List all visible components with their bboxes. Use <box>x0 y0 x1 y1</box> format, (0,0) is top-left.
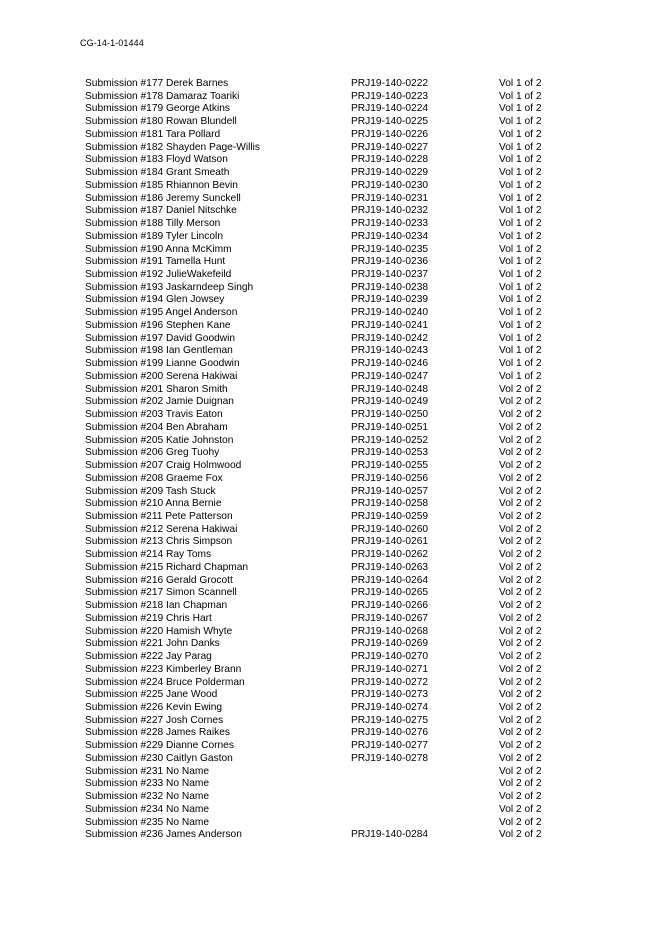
submission-text: Submission #217 Simon Scannell <box>85 587 237 599</box>
submission-text: Submission #222 Jay Parag <box>85 651 212 663</box>
volume-label: Vol 1 of 2 <box>499 307 542 319</box>
list-item <box>85 740 555 753</box>
reference-number: PRJ19-140-0237 <box>351 269 429 281</box>
reference-number: PRJ19-140-0247 <box>351 370 429 382</box>
reference-number: PRJ19-140-0274 <box>351 701 429 713</box>
reference-number: PRJ19-140-0277 <box>351 740 429 752</box>
volume-label: Vol 2 of 2 <box>499 510 542 522</box>
volume-label: Vol 2 of 2 <box>499 829 542 841</box>
submission-text: Submission #190 Anna McKimm <box>85 243 232 255</box>
submission-text: Submission #179 George Atkins <box>85 103 230 115</box>
reference-number: PRJ19-140-0224 <box>351 103 429 115</box>
submission-text: Submission #225 Jane Wood <box>85 689 218 701</box>
volume-label: Vol 2 of 2 <box>499 600 542 612</box>
reference-number: PRJ19-140-0272 <box>351 676 429 688</box>
submission-list <box>85 78 555 842</box>
list-item <box>85 244 555 257</box>
list-item <box>85 231 555 244</box>
reference-number: PRJ19-140-0223 <box>351 90 429 102</box>
volume-label: Vol 2 of 2 <box>499 778 542 790</box>
list-item <box>85 613 555 626</box>
submission-text: Submission #206 Greg Tuohy <box>85 447 220 459</box>
list-item <box>85 358 555 371</box>
submission-text: Submission #202 Jamie Duignan <box>85 396 234 408</box>
volume-label: Vol 2 of 2 <box>499 587 542 599</box>
volume-label: Vol 2 of 2 <box>499 421 542 433</box>
volume-label: Vol 2 of 2 <box>499 523 542 535</box>
submission-text: Submission #227 Josh Cornes <box>85 714 224 726</box>
reference-number: PRJ19-140-0241 <box>351 319 429 331</box>
list-item <box>85 409 555 422</box>
submission-text: Submission #233 No Name <box>85 778 210 790</box>
reference-number: PRJ19-140-0234 <box>351 230 429 242</box>
list-item <box>85 447 555 460</box>
list-item <box>85 778 555 791</box>
submission-text: Submission #201 Sharon Smith <box>85 383 228 395</box>
list-item <box>85 142 555 155</box>
volume-label: Vol 1 of 2 <box>499 294 542 306</box>
reference-number: PRJ19-140-0255 <box>351 460 429 472</box>
reference-number: PRJ19-140-0271 <box>351 663 429 675</box>
reference-number: PRJ19-140-0267 <box>351 612 429 624</box>
reference-number: PRJ19-140-0253 <box>351 447 429 459</box>
submission-text: Submission #229 Dianne Cornes <box>85 740 234 752</box>
list-item <box>85 486 555 499</box>
volume-label: Vol 1 of 2 <box>499 205 542 217</box>
submission-text: Submission #224 Bruce Polderman <box>85 676 245 688</box>
submission-text: Submission #212 Serena Hakiwai <box>85 523 238 535</box>
list-item <box>85 562 555 575</box>
submission-text: Submission #187 Daniel Nitschke <box>85 205 237 217</box>
reference-number: PRJ19-140-0248 <box>351 383 429 395</box>
reference-number: PRJ19-140-0256 <box>351 472 429 484</box>
reference-number: PRJ19-140-0242 <box>351 332 429 344</box>
reference-number: PRJ19-140-0249 <box>351 396 429 408</box>
reference-number: PRJ19-140-0260 <box>351 523 429 535</box>
submission-text: Submission #199 Lianne Goodwin <box>85 358 240 370</box>
volume-label: Vol 1 of 2 <box>499 243 542 255</box>
volume-label: Vol 1 of 2 <box>499 116 542 128</box>
submission-text: Submission #182 Shayden Page-Willis <box>85 141 260 153</box>
document-reference: CG-14-1-01444 <box>80 38 144 48</box>
submission-text: Submission #234 No Name <box>85 803 210 815</box>
list-item <box>85 333 555 346</box>
volume-label: Vol 2 of 2 <box>499 434 542 446</box>
reference-number: PRJ19-140-0228 <box>351 154 429 166</box>
volume-label: Vol 2 of 2 <box>499 625 542 637</box>
volume-label: Vol 2 of 2 <box>499 574 542 586</box>
submission-text: Submission #209 Tash Stuck <box>85 485 216 497</box>
volume-label: Vol 2 of 2 <box>499 460 542 472</box>
reference-number: PRJ19-140-0225 <box>351 116 429 128</box>
volume-label: Vol 2 of 2 <box>499 765 542 777</box>
reference-number: PRJ19-140-0258 <box>351 498 429 510</box>
list-item <box>85 396 555 409</box>
submission-text: Submission #216 Gerald Grocott <box>85 574 233 586</box>
list-item <box>85 536 555 549</box>
submission-text: Submission #213 Chris Simpson <box>85 536 233 548</box>
volume-label: Vol 2 of 2 <box>499 638 542 650</box>
volume-label: Vol 1 of 2 <box>499 332 542 344</box>
list-item <box>85 282 555 295</box>
submission-text: Submission #203 Travis Eaton <box>85 409 223 421</box>
list-item <box>85 91 555 104</box>
list-item <box>85 320 555 333</box>
volume-label: Vol 2 of 2 <box>499 536 542 548</box>
reference-number: PRJ19-140-0269 <box>351 638 429 650</box>
reference-number: PRJ19-140-0275 <box>351 714 429 726</box>
list-item <box>85 129 555 142</box>
volume-label: Vol 1 of 2 <box>499 154 542 166</box>
reference-number: PRJ19-140-0233 <box>351 218 429 230</box>
list-item <box>85 116 555 129</box>
submission-text: Submission #207 Craig Holmwood <box>85 460 242 472</box>
list-item <box>85 727 555 740</box>
volume-label: Vol 1 of 2 <box>499 269 542 281</box>
submission-text: Submission #184 Grant Smeath <box>85 167 230 179</box>
submission-text: Submission #178 Damaraz Toariki <box>85 90 240 102</box>
volume-label: Vol 2 of 2 <box>499 803 542 815</box>
submission-text: Submission #189 Tyler Lincoln <box>85 230 223 242</box>
list-item <box>85 498 555 511</box>
list-item <box>85 154 555 167</box>
volume-label: Vol 1 of 2 <box>499 256 542 268</box>
volume-label: Vol 1 of 2 <box>499 78 542 89</box>
list-item <box>85 511 555 524</box>
reference-number: PRJ19-140-0270 <box>351 651 429 663</box>
reference-number: PRJ19-140-0264 <box>351 574 429 586</box>
list-item <box>85 345 555 358</box>
volume-label: Vol 2 of 2 <box>499 549 542 561</box>
volume-label: Vol 2 of 2 <box>499 816 542 828</box>
reference-number: PRJ19-140-0263 <box>351 561 429 573</box>
volume-label: Vol 2 of 2 <box>499 676 542 688</box>
list-item <box>85 587 555 600</box>
volume-label: Vol 1 of 2 <box>499 141 542 153</box>
volume-label: Vol 1 of 2 <box>499 218 542 230</box>
list-item <box>85 626 555 639</box>
submission-text: Submission #204 Ben Abraham <box>85 421 228 433</box>
reference-number: PRJ19-140-0266 <box>351 600 429 612</box>
reference-number: PRJ19-140-0235 <box>351 243 429 255</box>
list-item <box>85 180 555 193</box>
volume-label: Vol 1 of 2 <box>499 358 542 370</box>
list-item <box>85 371 555 384</box>
list-item <box>85 804 555 817</box>
submission-text: Submission #177 Derek Barnes <box>85 78 229 89</box>
volume-label: Vol 1 of 2 <box>499 103 542 115</box>
submission-text: Submission #198 Ian Gentleman <box>85 345 233 357</box>
submission-text: Submission #197 David Goodwin <box>85 332 236 344</box>
submission-text: Submission #215 Richard Chapman <box>85 561 249 573</box>
volume-label: Vol 1 of 2 <box>499 370 542 382</box>
submission-text: Submission #208 Graeme Fox <box>85 472 223 484</box>
volume-label: Vol 2 of 2 <box>499 447 542 459</box>
volume-label: Vol 2 of 2 <box>499 663 542 675</box>
submission-text: Submission #195 Angel Anderson <box>85 307 238 319</box>
volume-label: Vol 1 of 2 <box>499 281 542 293</box>
volume-label: Vol 2 of 2 <box>499 701 542 713</box>
volume-label: Vol 2 of 2 <box>499 752 542 764</box>
submission-text: Submission #220 Hamish Whyte <box>85 625 233 637</box>
list-item <box>85 766 555 779</box>
reference-number: PRJ19-140-0238 <box>351 281 429 293</box>
list-item <box>85 677 555 690</box>
reference-number: PRJ19-140-0239 <box>351 294 429 306</box>
list-item <box>85 167 555 180</box>
submission-text: Submission #230 Caitlyn Gaston <box>85 752 233 764</box>
volume-label: Vol 1 of 2 <box>499 345 542 357</box>
volume-label: Vol 2 of 2 <box>499 612 542 624</box>
submission-text: Submission #194 Glen Jowsey <box>85 294 225 306</box>
reference-number: PRJ19-140-0222 <box>351 78 429 89</box>
volume-label: Vol 1 of 2 <box>499 167 542 179</box>
submission-text: Submission #193 Jaskarndeep Singh <box>85 281 254 293</box>
submission-text: Submission #196 Stephen Kane <box>85 319 231 331</box>
volume-label: Vol 2 of 2 <box>499 498 542 510</box>
list-item <box>85 753 555 766</box>
volume-label: Vol 2 of 2 <box>499 472 542 484</box>
list-item <box>85 702 555 715</box>
list-item <box>85 307 555 320</box>
reference-number: PRJ19-140-0227 <box>351 141 429 153</box>
list-item <box>85 638 555 651</box>
reference-number: PRJ19-140-0230 <box>351 179 429 191</box>
list-item <box>85 791 555 804</box>
list-item <box>85 103 555 116</box>
submission-text: Submission #228 James Raikes <box>85 727 230 739</box>
list-item <box>85 78 555 91</box>
list-item <box>85 575 555 588</box>
list-item <box>85 549 555 562</box>
submission-text: Submission #232 No Name <box>85 791 210 803</box>
volume-label: Vol 2 of 2 <box>499 689 542 701</box>
volume-label: Vol 1 of 2 <box>499 179 542 191</box>
submission-text: Submission #214 Ray Toms <box>85 549 212 561</box>
submission-text: Submission #226 Kevin Ewing <box>85 701 223 713</box>
list-item <box>85 524 555 537</box>
reference-number: PRJ19-140-0262 <box>351 549 429 561</box>
reference-number: PRJ19-140-0276 <box>351 727 429 739</box>
volume-label: Vol 1 of 2 <box>499 90 542 102</box>
submission-text: Submission #192 JulieWakefeild <box>85 269 232 281</box>
list-item <box>85 218 555 231</box>
reference-number: PRJ19-140-0243 <box>351 345 429 357</box>
list-item <box>85 460 555 473</box>
submission-text: Submission #231 No Name <box>85 765 210 777</box>
submission-text: Submission #219 Chris Hart <box>85 612 212 624</box>
submission-text: Submission #186 Jeremy Sunckell <box>85 192 241 204</box>
list-item <box>85 294 555 307</box>
list-item <box>85 829 555 842</box>
submission-text: Submission #188 Tilly Merson <box>85 218 221 230</box>
volume-label: Vol 2 of 2 <box>499 727 542 739</box>
list-item <box>85 651 555 664</box>
submission-text: Submission #183 Floyd Watson <box>85 154 228 166</box>
volume-label: Vol 2 of 2 <box>499 409 542 421</box>
reference-number: PRJ19-140-0268 <box>351 625 429 637</box>
reference-number: PRJ19-140-0229 <box>351 167 429 179</box>
volume-label: Vol 2 of 2 <box>499 396 542 408</box>
submission-text: Submission #210 Anna Bernie <box>85 498 222 510</box>
list-item <box>85 422 555 435</box>
submission-text: Submission #200 Serena Hakiwai <box>85 370 238 382</box>
reference-number: PRJ19-140-0261 <box>351 536 429 548</box>
volume-label: Vol 1 of 2 <box>499 230 542 242</box>
list-item <box>85 664 555 677</box>
list-item <box>85 384 555 397</box>
submission-text: Submission #221 John Danks <box>85 638 220 650</box>
reference-number: PRJ19-140-0232 <box>351 205 429 217</box>
volume-label: Vol 2 of 2 <box>499 740 542 752</box>
submission-text: Submission #218 Ian Chapman <box>85 600 228 612</box>
submission-text: Submission #205 Katie Johnston <box>85 434 234 446</box>
submission-text: Submission #180 Rowan Blundell <box>85 116 237 128</box>
reference-number: PRJ19-140-0240 <box>351 307 429 319</box>
volume-label: Vol 2 of 2 <box>499 383 542 395</box>
submission-text: Submission #236 James Anderson <box>85 829 242 841</box>
list-item <box>85 193 555 206</box>
volume-label: Vol 2 of 2 <box>499 651 542 663</box>
reference-number: PRJ19-140-0231 <box>351 192 429 204</box>
volume-label: Vol 2 of 2 <box>499 791 542 803</box>
submission-text: Submission #185 Rhiannon Bevin <box>85 179 238 191</box>
list-item <box>85 600 555 613</box>
volume-label: Vol 2 of 2 <box>499 485 542 497</box>
reference-number: PRJ19-140-0265 <box>351 587 429 599</box>
list-item <box>85 256 555 269</box>
list-item <box>85 205 555 218</box>
list-item <box>85 689 555 702</box>
submission-text: Submission #235 No Name <box>85 816 210 828</box>
reference-number: PRJ19-140-0273 <box>351 689 429 701</box>
reference-number: PRJ19-140-0259 <box>351 510 429 522</box>
list-item <box>85 473 555 486</box>
reference-number: PRJ19-140-0246 <box>351 358 429 370</box>
submission-text: Submission #223 Kimberley Brann <box>85 663 242 675</box>
reference-number: PRJ19-140-0284 <box>351 829 429 841</box>
volume-label: Vol 1 of 2 <box>499 319 542 331</box>
volume-label: Vol 2 of 2 <box>499 714 542 726</box>
list-item <box>85 817 555 830</box>
reference-number: PRJ19-140-0226 <box>351 128 429 140</box>
reference-number: PRJ19-140-0250 <box>351 409 429 421</box>
reference-number: PRJ19-140-0252 <box>351 434 429 446</box>
volume-label: Vol 2 of 2 <box>499 561 542 573</box>
list-item <box>85 435 555 448</box>
submission-text: Submission #191 Tamella Hunt <box>85 256 226 268</box>
submission-text: Submission #181 Tara Pollard <box>85 128 221 140</box>
reference-number: PRJ19-140-0236 <box>351 256 429 268</box>
reference-number: PRJ19-140-0257 <box>351 485 429 497</box>
submission-text: Submission #211 Pete Patterson <box>85 510 233 522</box>
reference-number: PRJ19-140-0278 <box>351 752 429 764</box>
list-item <box>85 269 555 282</box>
volume-label: Vol 1 of 2 <box>499 192 542 204</box>
list-item <box>85 715 555 728</box>
reference-number: PRJ19-140-0251 <box>351 421 429 433</box>
volume-label: Vol 1 of 2 <box>499 128 542 140</box>
